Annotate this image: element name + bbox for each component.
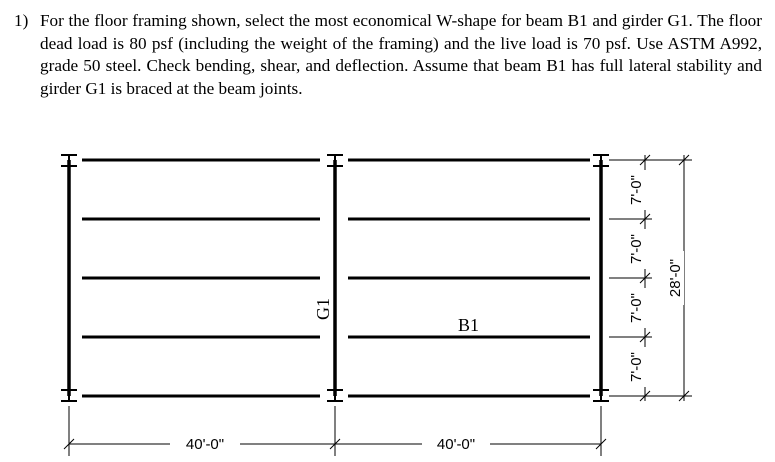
column-top-left: [61, 155, 77, 166]
column-top-middle: [327, 155, 343, 166]
span-right-dimension: 40'-0": [436, 436, 476, 453]
total-width-dimension: 28'-0": [667, 258, 684, 298]
spacing-dimension-2: 7'-0": [628, 234, 645, 264]
spacing-dimension-1: 7'-0": [628, 175, 645, 205]
span-dimension: [64, 406, 606, 456]
beam-label: B1: [458, 315, 480, 335]
column-bottom-left: [61, 390, 77, 401]
span-left-dimension: 40'-0": [185, 436, 225, 453]
girder-label: G1: [313, 298, 333, 320]
spacing-dimension-3: 7'-0": [628, 293, 645, 323]
column-bottom-middle: [327, 390, 343, 401]
spacing-dimension-4: 7'-0": [628, 352, 645, 382]
problem-number: 1): [14, 11, 29, 30]
problem-text: For the floor framing shown, select the most economical W-shape for beam B1 and girder G1. The floor dead load is 80 psf (including the weight of the framing) and the live load is 70 psf. Use ASTM A992, grade 50 steel. Check bending, shear, and deflection. Assume that beam B1 has full lateral stability and girder G1 is braced at the beam joints.: [40, 11, 762, 98]
column-bottom-right: [593, 390, 609, 401]
column-top-right: [593, 155, 609, 166]
